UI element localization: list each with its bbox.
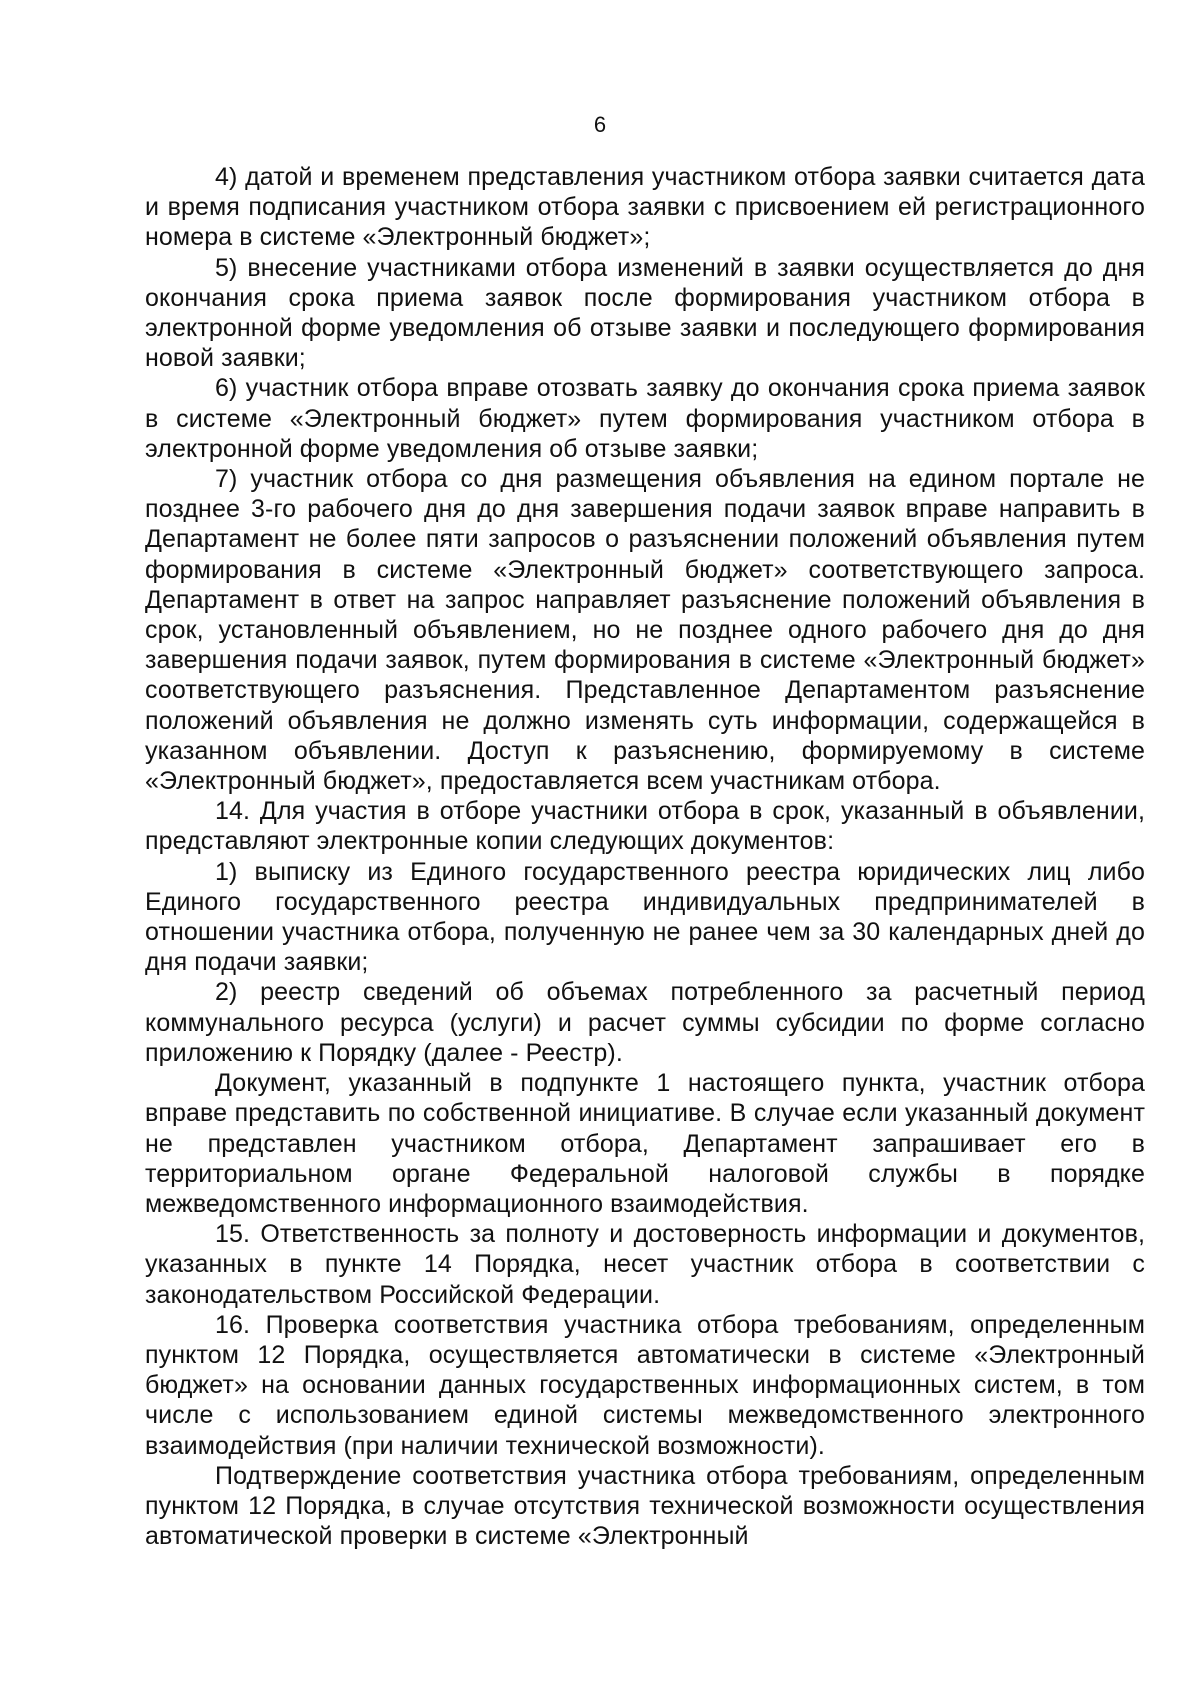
paragraph-clause-16: 16. Проверка соответствия участника отбора требованиям, определенным пунктом 12 Порядка, осуществляется автоматически в системе «Электронный бюджет» на основании данных государственных информационных систем, в том числе с использованием единой системы межведомственного электронного взаимодействия (при наличии технической возможности). [145,1310,1145,1460]
page-number: 6 [593,112,607,137]
paragraph-item-7: 7) участник отбора со дня размещения объявления на едином портале не позднее 3-го рабочего дня до дня завершения подачи заявок вправе направить в Департамент не более пяти запросов о разъяснении положений объявления путем формирования в системе «Электронный бюджет» соответствующего запроса. Департамент в ответ на запрос направляет разъяснение положений объявления в срок, установленный объявлением, но не позднее одного рабочего дня до дня завершения подачи заявок, путем формирования в системе «Электронный бюджет» соответствующего разъяснения. Представленное Департаментом разъяснение положений объявления не должно изменять суть информации, содержащейся в указанном объявлении. Доступ к разъяснению, формируемому в системе «Электронный бюджет», предоставляется всем участникам отбора. [145,465,1145,796]
paragraph-document-note: Документ, указанный в подпункте 1 настоящего пункта, участник отбора вправе представить по собственной инициативе. В случае если указанный документ не представлен участником отбора, Департамент запрашивает его в территориальном органе Федеральной налоговой службы в порядке межведомственного информационного взаимодействия. [145,1069,1145,1218]
paragraph-item-5: 5) внесение участниками отбора изменений в заявки осуществляется до дня окончания срока приема заявок после формирования участником отбора в электронной форме уведомления об отзыве заявки и последующего формирования новой заявки; [145,253,1145,373]
paragraph-item-4: 4) датой и временем представления участником отбора заявки считается дата и время подписания участником отбора заявки с присвоением ей регистрационного номера в системе «Электронный бюджет»; [145,163,1145,252]
document-body [145,162,1145,1551]
paragraph-subclause-2: 2) реестр сведений об объемах потребленного за расчетный период коммунального ресурса (услуги) и расчет суммы субсидии по форме согласно приложению к Порядку (далее - Реестр). [145,978,1145,1067]
paragraph-item-6: 6) участник отбора вправе отозвать заявку до окончания срока приема заявок в системе «Электронный бюджет» путем формирования участником отбора в электронной форме уведомления об отзыве заявки; [145,374,1145,463]
paragraph-subclause-1: 1) выписку из Единого государственного реестра юридических лиц либо Единого государственного реестра индивидуальных предпринимателей в отношении участника отбора, полученную не ранее чем за 30 календарных дней до дня подачи заявки; [145,857,1145,977]
paragraph-clause-15: 15. Ответственность за полноту и достоверность информации и документов, указанных в пункте 14 Порядка, несет участник отбора в соответствии с законодательством Российской Федерации. [145,1220,1145,1309]
paragraph-confirmation: Подтверждение соответствия участника отбора требованиям, определенным пунктом 12 Порядка, в случае отсутствия технической возможности осуществления автоматической проверки в системе «Электронный [145,1461,1145,1551]
paragraph-clause-14: 14. Для участия в отборе участники отбора в срок, указанный в объявлении, представляют электронные копии следующих документов: [145,797,1145,856]
